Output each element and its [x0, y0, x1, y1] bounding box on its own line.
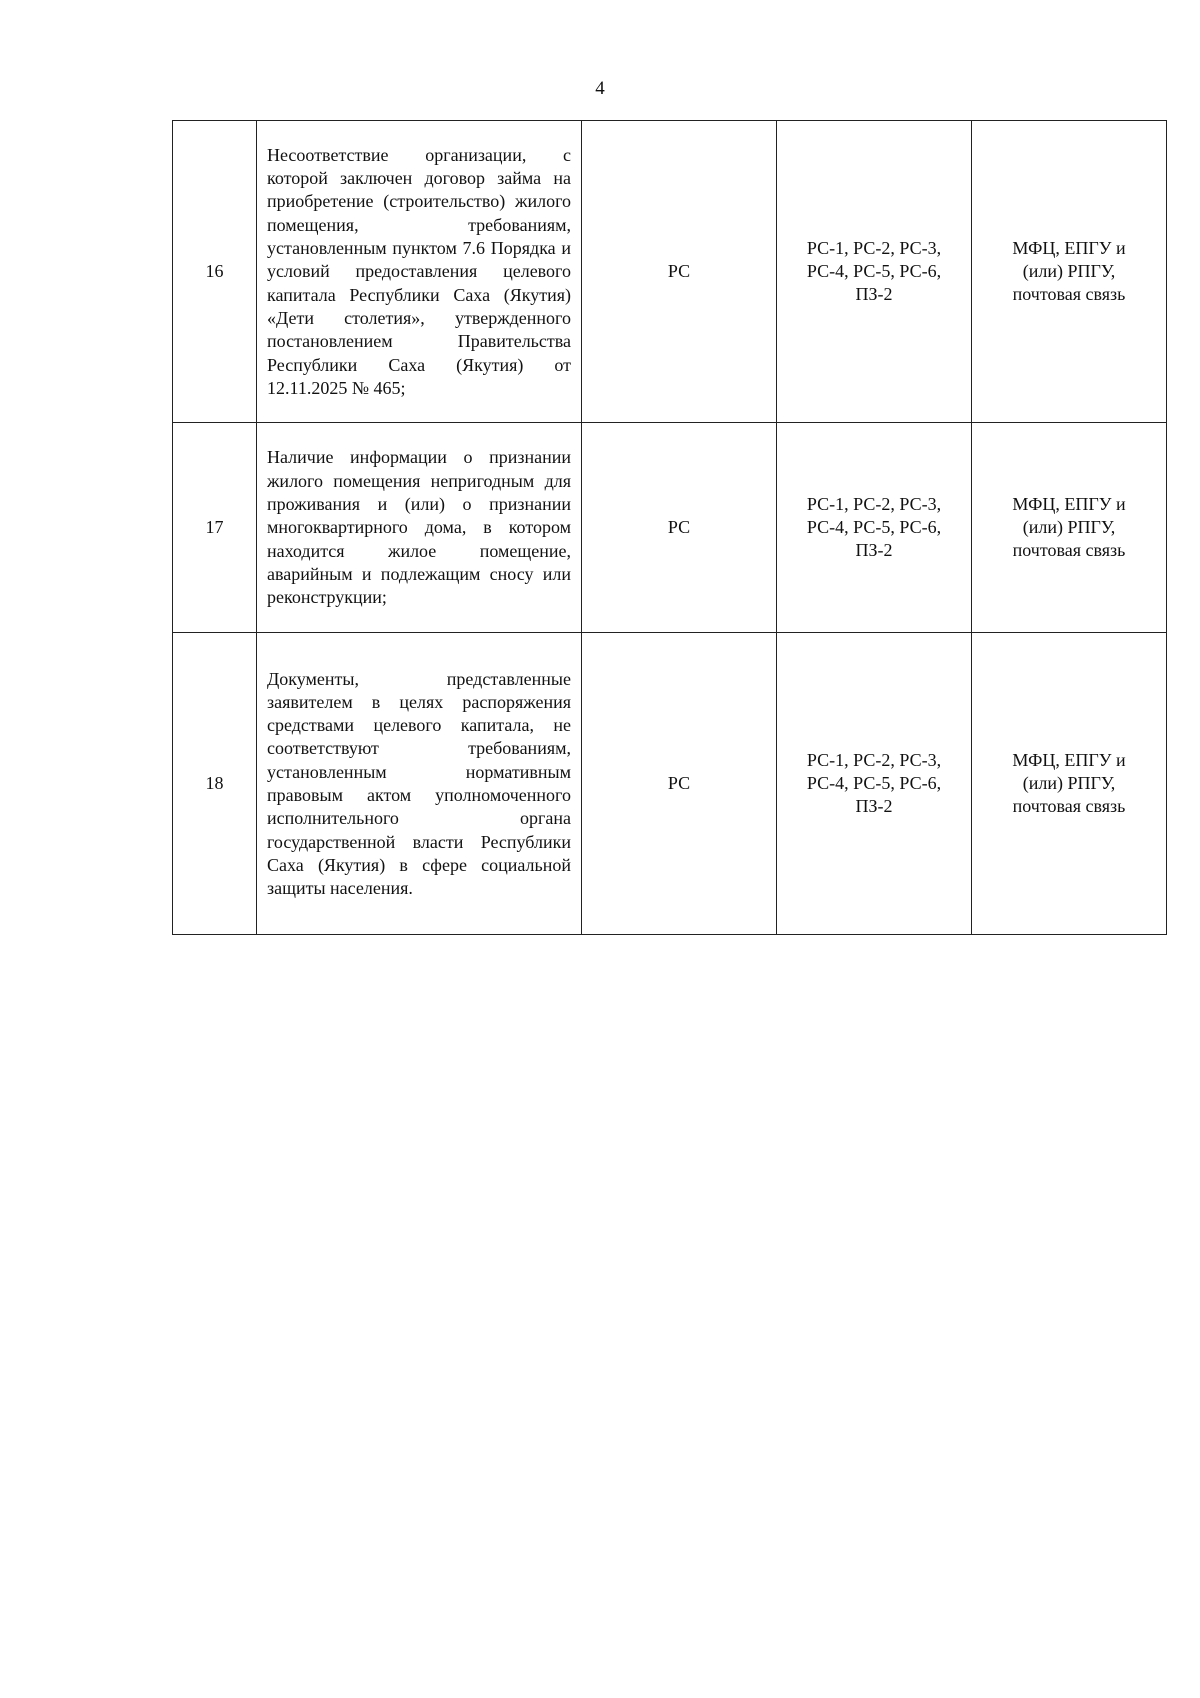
submission-channel-line: МФЦ, ЕПГУ и	[1012, 493, 1126, 514]
submission-channel-line: (или) РПГУ,	[1022, 772, 1116, 793]
submission-channel	[972, 121, 1167, 423]
document-codes-line: ПЗ-2	[855, 284, 893, 305]
document-codes	[777, 633, 972, 935]
document-codes-line: РС-4, РС-5, РС-6,	[806, 772, 942, 793]
page-number: 4	[595, 78, 605, 99]
document-codes-line: РС-1, РС-2, РС-3,	[806, 237, 942, 258]
refusal-reason: Несоответствие организации, с которой заключен договор займа на приобретение (строительство) жилого помещения, требованиям, установленным пунктом 7.6 Порядка и условий предоставления целевого капитала Республики Саха (Якутия) «Дети столетия», утвержденного постановлением Правительства Республики Саха (Якутия) от 12.11.2025 № 465;	[257, 121, 582, 423]
document-codes-line: ПЗ-2	[855, 540, 893, 561]
table-row	[173, 121, 1167, 423]
submission-channel-line: почтовая связь	[1012, 796, 1126, 817]
table-row	[173, 423, 1167, 633]
refusal-reason: Наличие информации о признании жилого помещения непригодным для проживания и (или) о признании многоквартирного дома, в котором находится жилое помещение, аварийным и подлежащим сносу или реконструкции;	[257, 423, 582, 633]
row-number: 16	[173, 121, 257, 423]
document-table	[172, 120, 1167, 935]
submission-channel	[972, 423, 1167, 633]
submission-channel-line: (или) РПГУ,	[1022, 260, 1116, 281]
document-codes	[777, 121, 972, 423]
table-row	[173, 633, 1167, 935]
row-number: 17	[173, 423, 257, 633]
document-codes-line: РС-1, РС-2, РС-3,	[806, 493, 942, 514]
document-codes-line: РС-1, РС-2, РС-3,	[806, 749, 942, 770]
refusal-reason: Документы, представленные заявителем в целях распоряжения средствами целевого капитала, не соответствуют требованиям, установленным нормативным правовым актом уполномоченного исполнительного органа государственной власти Республики Саха (Якутия) в сфере социальной защиты населения.	[257, 633, 582, 935]
document-codes-line: РС-4, РС-5, РС-6,	[806, 260, 942, 281]
basis-code: РС	[582, 423, 777, 633]
document-codes	[777, 423, 972, 633]
submission-channel-line: почтовая связь	[1012, 540, 1126, 561]
submission-channel-line: МФЦ, ЕПГУ и	[1012, 237, 1126, 258]
row-number: 18	[173, 633, 257, 935]
basis-code: РС	[582, 633, 777, 935]
submission-channel-line: МФЦ, ЕПГУ и	[1012, 749, 1126, 770]
submission-channel-line: (или) РПГУ,	[1022, 516, 1116, 537]
basis-code: РС	[582, 121, 777, 423]
document-codes-line: ПЗ-2	[855, 796, 893, 817]
submission-channel-line: почтовая связь	[1012, 284, 1126, 305]
submission-channel	[972, 633, 1167, 935]
document-codes-line: РС-4, РС-5, РС-6,	[806, 516, 942, 537]
